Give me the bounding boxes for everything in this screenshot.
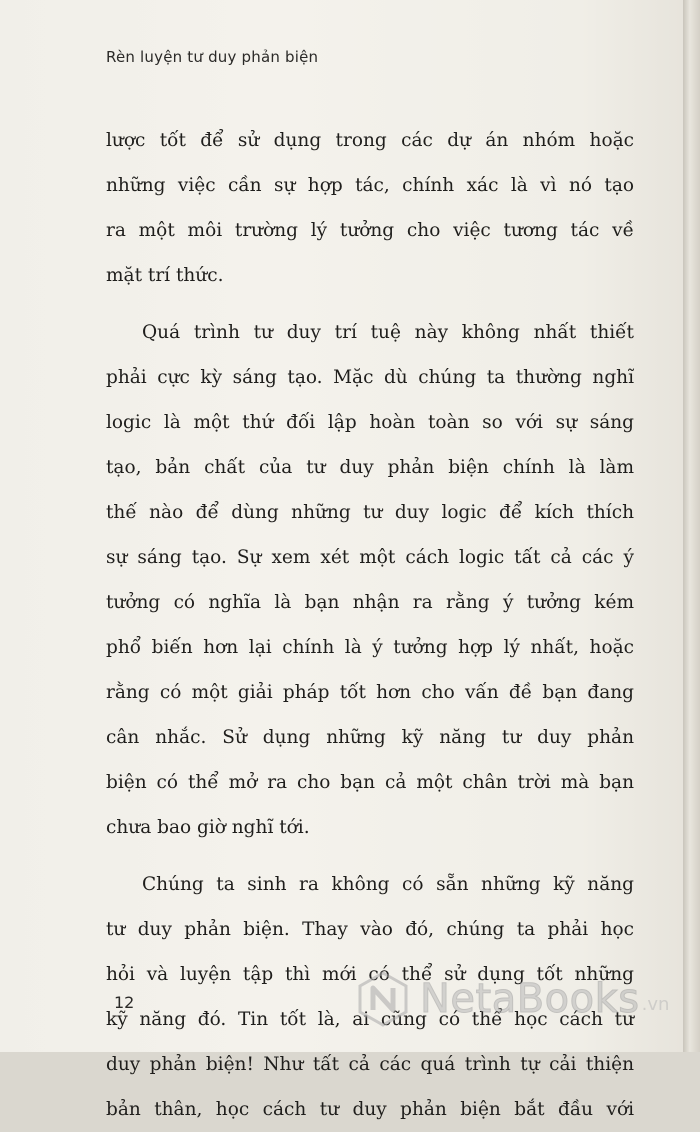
watermark-brand: NetaBooks [420,976,640,1022]
text-line: thế nào để dùng những tư duy logic để kích thích [106,502,634,523]
page-number: 12 [114,993,135,1012]
text-line: phải cực kỳ sáng tạo. Mặc dù chúng ta thường nghĩ [106,367,634,388]
page-edge [683,0,700,1052]
text-line: duy phản biện! Như tất cả các quá trình tự cải thiện [106,1054,634,1075]
text-line: chưa bao giờ nghĩ tới. [106,817,310,838]
text-line: rằng có một giải pháp tốt hơn cho vấn đề bạn đang [106,682,634,703]
text-line: cân nhắc. Sử dụng những kỹ năng tư duy phản [106,727,634,748]
text-line: lược tốt để sử dụng trong các dự án nhóm hoặc [106,130,634,151]
text-line: hỏi và luyện tập thì mới có thể sử dụng tốt những [106,964,634,985]
text-line: sự sáng tạo. Sự xem xét một cách logic tất cả các ý [106,547,634,568]
text-line: mặt trí thức. [106,265,224,286]
text-line: bản thân, học cách tư duy phản biện bắt đầu với [106,1099,634,1120]
text-line: tưởng có nghĩa là bạn nhận ra rằng ý tưởng kém [106,592,634,613]
paragraph-gap [106,850,634,862]
paragraph-gap [106,298,634,310]
text-line: phổ biến hơn lại chính là ý tưởng hợp lý nhất, hoặc [106,637,634,658]
text-line: Quá trình tư duy trí tuệ này không nhất thiết [142,322,634,343]
text-line: biện có thể mở ra cho bạn cả một chân trời mà bạn [106,772,634,793]
text-line: logic là một thứ đối lập hoàn toàn so với sự sáng [106,412,634,433]
text-line: tạo, bản chất của tư duy phản biện chính là làm [106,457,634,478]
text-line: Chúng ta sinh ra không có sẵn những kỹ năng [142,874,634,895]
text-line: kỹ năng đó. Tin tốt là, ai cũng có thể học cách tư [106,1009,634,1030]
watermark [354,968,669,1030]
text-line: ra một môi trường lý tưởng cho việc tương tác về [106,220,634,241]
text-line: những việc cần sự hợp tác, chính xác là vì nó tạo [106,175,634,196]
netabooks-logo-icon [354,970,412,1028]
text-line: tư duy phản biện. Thay vào đó, chúng ta phải học [106,919,634,940]
watermark-suffix: .vn [641,993,670,1015]
running-header: Rèn luyện tư duy phản biện [106,48,319,66]
